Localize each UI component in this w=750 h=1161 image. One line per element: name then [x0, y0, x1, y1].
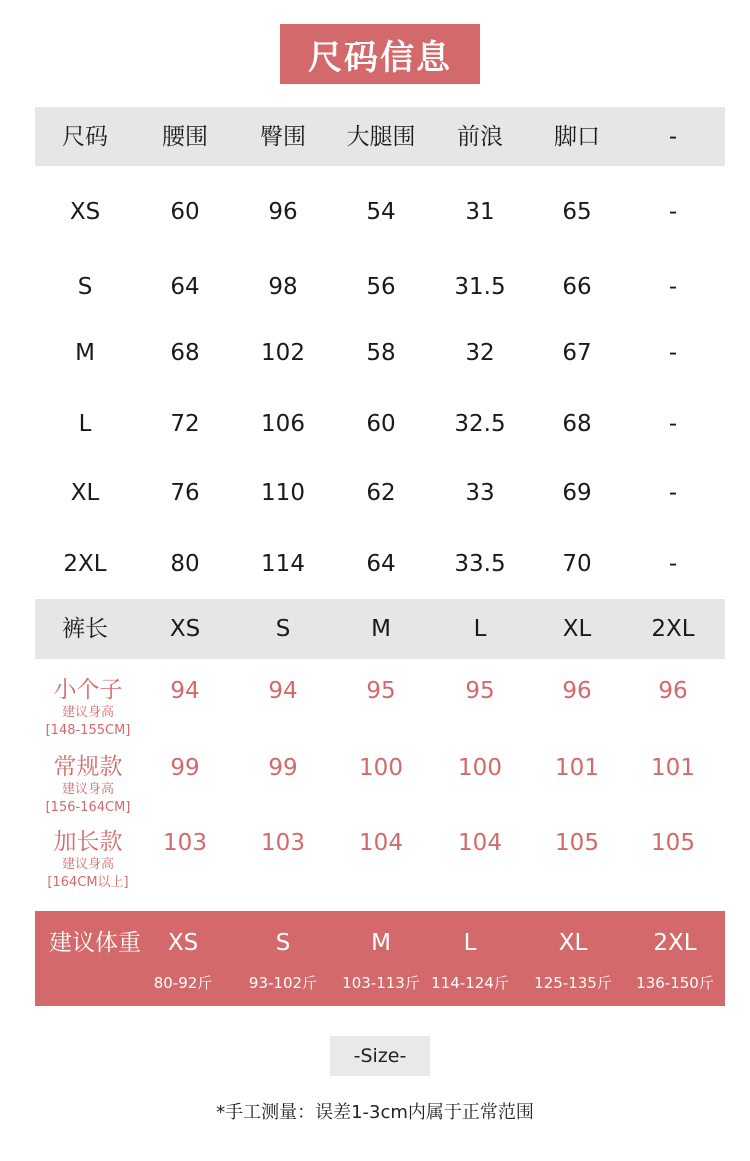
weight-size: 2XL	[653, 930, 697, 956]
length-cell: 100	[458, 755, 502, 781]
length-cell: 94	[170, 678, 200, 704]
length-cell: 103	[163, 830, 207, 856]
fit-sub: 建议身高	[61, 857, 114, 872]
length-table-header-cell: M	[371, 616, 391, 642]
size-table-cell: 58	[366, 340, 396, 366]
weight-label: 建议体重	[49, 930, 141, 956]
size-table-cell: 62	[366, 480, 396, 506]
size-table-header-cell: 尺码	[62, 124, 108, 150]
length-cell: 96	[562, 678, 592, 704]
measurement-note: *手工测量：误差1-3cm内属于正常范围	[216, 1102, 534, 1123]
size-table-cell: XS	[69, 199, 101, 225]
size-table-cell: 60	[170, 199, 200, 225]
length-table-header-cell: S	[275, 616, 291, 642]
size-table-cell: 70	[562, 551, 592, 577]
length-cell: 101	[555, 755, 599, 781]
length-cell: 100	[359, 755, 403, 781]
length-cell: 104	[359, 830, 403, 856]
length-cell: 94	[268, 678, 298, 704]
fit-sub: 建议身高	[61, 705, 114, 720]
size-table-header-cell: -	[668, 124, 678, 150]
size-table-cell: 33.5	[454, 551, 506, 577]
length-cell: 103	[261, 830, 305, 856]
weight-range: 103-113斤	[342, 974, 420, 992]
size-table-cell: 114	[261, 551, 305, 577]
size-table-cell: 64	[170, 274, 200, 300]
length-table-header-cell: L	[473, 616, 487, 642]
length-cell: 99	[170, 755, 200, 781]
length-cell: 99	[268, 755, 298, 781]
size-table-cell: 56	[366, 274, 396, 300]
size-table-cell: 106	[261, 411, 305, 437]
fit-name: 常规款	[53, 754, 123, 780]
size-table-cell: S	[77, 274, 93, 300]
size-table-cell: -	[668, 199, 678, 225]
size-table-cell: 60	[366, 411, 396, 437]
weight-range: 125-135斤	[534, 974, 612, 992]
size-table-cell: 67	[562, 340, 592, 366]
weight-size: M	[371, 930, 391, 956]
length-cell: 96	[658, 678, 688, 704]
weight-range: 93-102斤	[248, 974, 318, 992]
weight-size: XL	[558, 930, 588, 956]
size-table-header-cell: 腰围	[162, 124, 208, 150]
length-cell: 95	[465, 678, 495, 704]
weight-range: 80-92斤	[153, 974, 213, 992]
size-table-cell: -	[668, 340, 678, 366]
size-table-cell: 2XL	[63, 551, 107, 577]
size-table-cell: -	[668, 411, 678, 437]
size-table-cell: -	[668, 274, 678, 300]
length-cell: 101	[651, 755, 695, 781]
size-table-cell: XL	[70, 480, 100, 506]
size-table-cell: 66	[562, 274, 592, 300]
size-table-header-cell: 前浪	[457, 124, 503, 150]
size-table-cell: 96	[268, 199, 298, 225]
weight-range: 136-150斤	[636, 974, 714, 992]
size-table-cell: 32	[465, 340, 495, 366]
length-table-header-cell: 2XL	[651, 616, 695, 642]
size-table-cell: 72	[170, 411, 200, 437]
length-table-header-cell: XS	[169, 616, 201, 642]
weight-size: XS	[167, 930, 199, 956]
fit-height-range: [156-164CM]	[45, 800, 131, 815]
size-table-cell: 31	[465, 199, 495, 225]
size-table-cell: 64	[366, 551, 396, 577]
size-table-cell: -	[668, 480, 678, 506]
page-title: 尺码信息	[280, 24, 480, 84]
length-table-header-cell: 裤长	[62, 616, 108, 642]
fit-name: 小个子	[53, 677, 123, 703]
size-table-cell: 33	[465, 480, 495, 506]
size-table-cell: 65	[562, 199, 592, 225]
size-table-header-cell: 大腿围	[346, 124, 416, 150]
size-table-header-cell: 臀围	[260, 124, 306, 150]
length-cell: 104	[458, 830, 502, 856]
length-cell: 95	[366, 678, 396, 704]
size-table-cell: 32.5	[454, 411, 506, 437]
weight-size: S	[275, 930, 291, 956]
size-table-header-cell: 脚口	[554, 124, 600, 150]
size-table-cell: 69	[562, 480, 592, 506]
size-table-cell: 31.5	[454, 274, 506, 300]
fit-height-range: [164CM以上]	[47, 875, 129, 890]
weight-range: 114-124斤	[431, 974, 509, 992]
length-table-header-cell: XL	[562, 616, 592, 642]
size-table-cell: M	[75, 340, 95, 366]
weight-size: L	[463, 930, 477, 956]
size-table-cell: 76	[170, 480, 200, 506]
size-table-cell: -	[668, 551, 678, 577]
size-table-cell: 110	[261, 480, 305, 506]
size-table-cell: L	[78, 411, 92, 437]
fit-name: 加长款	[53, 829, 123, 855]
size-table-cell: 68	[170, 340, 200, 366]
size-table-cell: 68	[562, 411, 592, 437]
size-table-cell: 54	[366, 199, 396, 225]
length-cell: 105	[651, 830, 695, 856]
length-cell: 105	[555, 830, 599, 856]
size-label: -Size-	[330, 1036, 430, 1076]
size-table-cell: 98	[268, 274, 298, 300]
size-table-cell: 80	[170, 551, 200, 577]
size-table-cell: 102	[261, 340, 305, 366]
fit-sub: 建议身高	[61, 782, 114, 797]
fit-height-range: [148-155CM]	[45, 723, 131, 738]
